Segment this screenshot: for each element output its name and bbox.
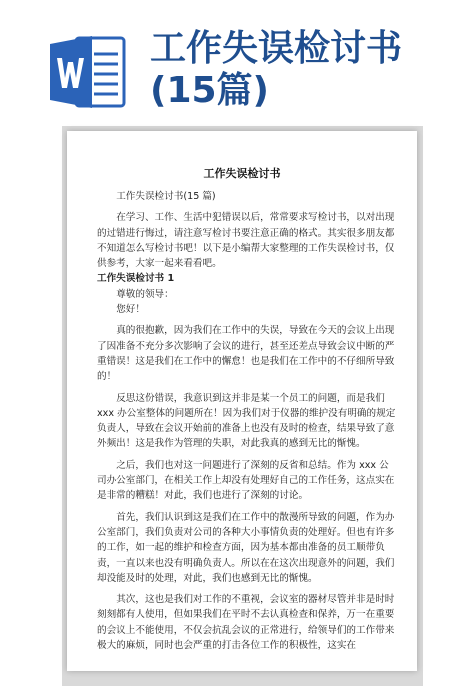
body-paragraph: 首先，我们认识到这是我们在工作中的散漫所导致的问题，作为办公室部门，我们负责对公司的各种大小事情负责的处理好。但也有许多的工作，如一起的维护和检查方面，因为基本都由准备的员工顺带负责，一直以来也没有明确负责人。所以在在这次出现意外的问题，我们却没能及时的处理，对此，我们也感到无比的惭愧。 (97, 511, 395, 584)
page-title: 工作失误检讨书(15篇) (150, 28, 403, 111)
word-document-icon (48, 34, 128, 110)
body-paragraph: 真的很抱歉，因为我们在工作中的失误，导致在今天的会议上出现了因准备不充分多次影响了会议的进行，甚至还差点导致会议中断的严重错误！这是我们在工作中的懈怠！也是我们在工作中的不仔细所导致的！ (97, 325, 395, 383)
document-title: 工作失误检讨书 (203, 167, 281, 180)
intro-paragraph: 在学习、工作、生活中犯错误以后，常常要求写检讨书，以对出现的过错进行悔过，请注意写检讨书要注意正确的格式。其实很多朋友都不知道怎么写检讨书吧！以下是小编帮大家整理的工作失误检讨书，仅供参考，大家一起来看看吧。 (97, 212, 395, 270)
body-paragraph: 其次，这也是我们对工作的不重视，会议室的器材尽管并非是时时刻刻都有人使用，但如果我们在平时不去认真检查和保养，万一在重要的会议上不能使用，不仅会抗乱会议的正常进行，给领导们的工作带来极大的麻烦，同时也会严重的打击各位工作的积极性，这实在 (97, 594, 395, 652)
body-paragraph: 之后，我们也对这一问题进行了深刻的反省和总结。作为 xxx 公司办公室部门，在相关工作上却没有处理好自己的工作任务，这点实在是非常的糟糕！对此，我们也进行了深刻的讨论。 (97, 459, 395, 502)
document-page (67, 131, 417, 671)
document-body (97, 189, 397, 653)
salutation: 您好！ (116, 304, 145, 316)
section-heading: 工作失误检讨书 1 (97, 273, 175, 285)
intro-line: 工作失误检讨书(15 篇) (116, 191, 216, 202)
body-paragraph: 反思这份错误，我意识到这并非是某一个员工的问题，而是我们 xxx 办公室整体的问题所在！因为我们对于仪器的维护没有明确的规定负责人，导致在会议开始前的准备上也没有及时的检查，结果导致了意外频出！这是我作为管理的失职，对此我真的感到无比的惭愧。 (97, 392, 396, 450)
greeting: 尊敬的领导： (116, 288, 174, 300)
